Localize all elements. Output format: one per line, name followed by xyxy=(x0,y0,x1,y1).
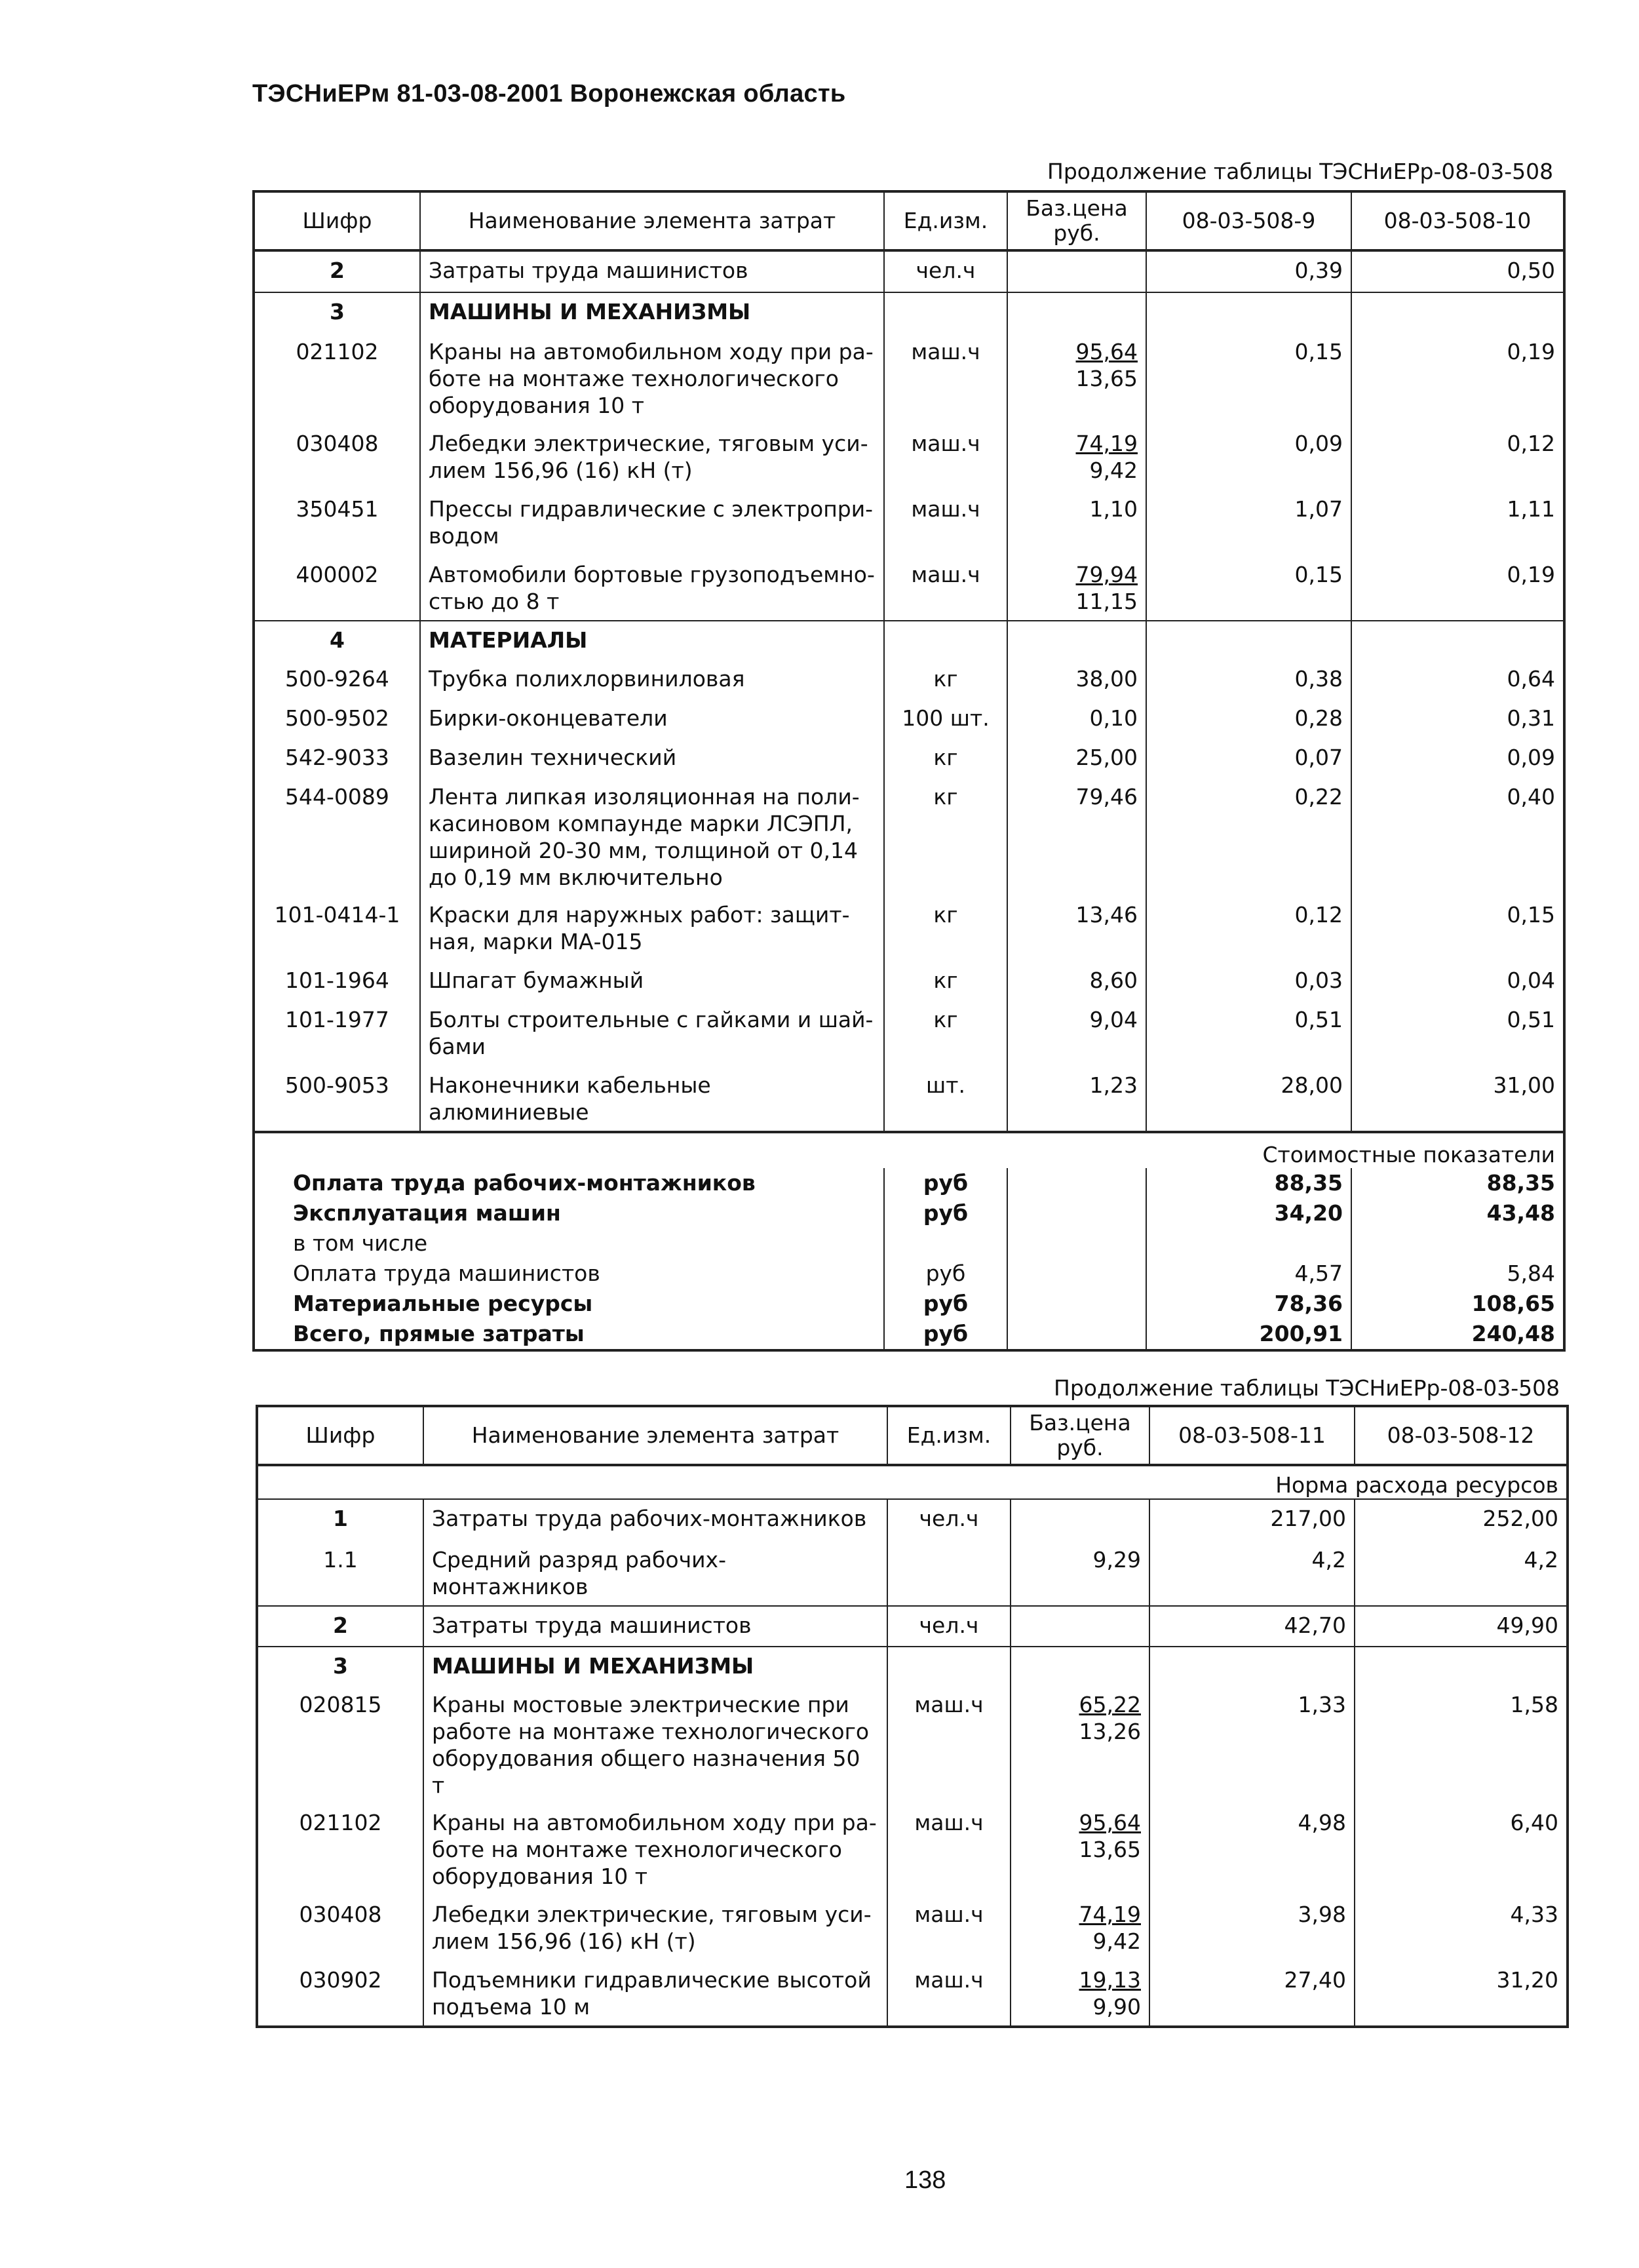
price-value: 79,94 xyxy=(1075,562,1138,587)
row-value-1: 4,98 xyxy=(1149,1804,1355,1896)
table2 xyxy=(256,1405,1569,2028)
price-value: 25,00 xyxy=(1075,745,1138,770)
price-salary: 13,65 xyxy=(1075,366,1138,391)
row-value-2: 0,12 xyxy=(1351,425,1564,490)
row-code: 500-9053 xyxy=(254,1066,420,1132)
column-header: Ед.изм. xyxy=(884,191,1007,250)
row-name: МАТЕРИАЛЫ xyxy=(420,621,884,660)
row-price xyxy=(1007,333,1146,425)
row-code: 3 xyxy=(257,1647,423,1686)
row-value-1: 0,39 xyxy=(1146,250,1351,292)
row-unit: 100 шт. xyxy=(884,699,1007,739)
table-row xyxy=(257,1499,1568,1541)
row-name: Средний разряд рабочих-монтажников xyxy=(423,1541,887,1606)
column-header: 08-03-508-9 xyxy=(1146,191,1351,250)
row-value-2: 49,90 xyxy=(1355,1606,1568,1647)
row-value-1: 42,70 xyxy=(1149,1606,1355,1647)
row-code: 2 xyxy=(257,1606,423,1647)
row-unit: кг xyxy=(884,778,1007,896)
column-header: Ед.изм. xyxy=(887,1406,1011,1465)
table-row xyxy=(257,1541,1568,1606)
row-unit: кг xyxy=(884,896,1007,962)
table-row xyxy=(257,1804,1568,1896)
row-price xyxy=(1007,1066,1146,1132)
price-salary: 9,42 xyxy=(1092,1928,1141,1954)
table1 xyxy=(252,190,1566,1352)
cost-value-2: 108,65 xyxy=(1351,1289,1564,1319)
row-value-1: 4,2 xyxy=(1149,1541,1355,1606)
row-unit: маш.ч xyxy=(884,490,1007,556)
table-row xyxy=(254,490,1564,556)
row-value-2 xyxy=(1351,621,1564,660)
table-row xyxy=(257,1961,1568,2027)
row-value-1: 3,98 xyxy=(1149,1896,1355,1961)
table-row xyxy=(254,333,1564,425)
column-header: Баз.цена руб. xyxy=(1007,191,1146,250)
cost-value-1: 200,91 xyxy=(1146,1319,1351,1350)
price-value: 0,10 xyxy=(1089,705,1138,731)
row-value-2: 0,31 xyxy=(1351,699,1564,739)
column-header: Шифр xyxy=(254,191,420,250)
row-price xyxy=(1011,1804,1149,1896)
price-value: 9,29 xyxy=(1092,1547,1141,1573)
row-name: Лента липкая изоляционная на поли- касиновом компаунде марки ЛСЭПЛ, шириной 20-30 мм, толщиной от 0,14 до 0,19 мм включительно xyxy=(420,778,884,896)
row-code: 030408 xyxy=(254,425,420,490)
row-value-1: 0,07 xyxy=(1146,739,1351,778)
row-unit: кг xyxy=(884,660,1007,699)
row-code: 500-9502 xyxy=(254,699,420,739)
cost-label: Оплата труда рабочих-монтажников xyxy=(293,1170,756,1196)
row-code: 021102 xyxy=(257,1804,423,1896)
row-unit: шт. xyxy=(884,1066,1007,1132)
row-price xyxy=(1007,425,1146,490)
table-row xyxy=(254,962,1564,1001)
price-salary: 13,26 xyxy=(1079,1719,1141,1744)
row-code: 020815 xyxy=(257,1686,423,1804)
row-value-2: 1,58 xyxy=(1355,1686,1568,1804)
table-row xyxy=(257,1686,1568,1804)
table-row xyxy=(254,425,1564,490)
table-row xyxy=(257,1647,1568,1686)
row-price xyxy=(1007,739,1146,778)
cost-unit: руб xyxy=(884,1198,1007,1228)
price-value: 95,64 xyxy=(1079,1810,1141,1835)
cost-value-1: 4,57 xyxy=(1146,1259,1351,1289)
row-price xyxy=(1011,1606,1149,1647)
cost-label: Материальные ресурсы xyxy=(293,1291,593,1316)
row-value-2: 31,00 xyxy=(1351,1066,1564,1132)
row-value-2 xyxy=(1355,1647,1568,1686)
row-value-1: 0,38 xyxy=(1146,660,1351,699)
row-value-2: 1,11 xyxy=(1351,490,1564,556)
row-code: 2 xyxy=(254,250,420,292)
row-value-2: 0,19 xyxy=(1351,556,1564,621)
page-number: 138 xyxy=(904,2166,946,2194)
row-unit: маш.ч xyxy=(884,425,1007,490)
row-price xyxy=(1007,896,1146,962)
cost-row xyxy=(254,1289,1564,1319)
row-unit: маш.ч xyxy=(887,1804,1011,1896)
row-unit: маш.ч xyxy=(884,556,1007,621)
norm-caption: Норма расхода ресурсов xyxy=(1275,1472,1558,1498)
row-value-2: 0,04 xyxy=(1351,962,1564,1001)
price-value: 19,13 xyxy=(1079,1967,1141,1993)
table-header-row xyxy=(257,1406,1568,1465)
cost-unit: руб xyxy=(884,1289,1007,1319)
row-value-1: 217,00 xyxy=(1149,1499,1355,1541)
row-unit: кг xyxy=(884,739,1007,778)
cost-value-2: 240,48 xyxy=(1351,1319,1564,1350)
table-row xyxy=(254,1066,1564,1132)
row-code: 350451 xyxy=(254,490,420,556)
row-price xyxy=(1011,1499,1149,1541)
row-value-2: 252,00 xyxy=(1355,1499,1568,1541)
row-price xyxy=(1007,778,1146,896)
table1-caption: Продолжение таблицы ТЭСНиЕРр-08-03-508 xyxy=(1047,159,1554,184)
row-name: Болты строительные с гайками и шай- бами xyxy=(420,1001,884,1066)
cost-empty xyxy=(1007,1259,1146,1289)
cost-label: Эксплуатация машин xyxy=(293,1200,561,1226)
row-code: 3 xyxy=(254,292,420,333)
row-value-1: 27,40 xyxy=(1149,1961,1355,2027)
row-value-1: 1,33 xyxy=(1149,1686,1355,1804)
column-header: 08-03-508-10 xyxy=(1351,191,1564,250)
price-value: 95,64 xyxy=(1075,339,1138,364)
row-value-1: 0,28 xyxy=(1146,699,1351,739)
cost-unit xyxy=(884,1228,1007,1259)
row-price xyxy=(1007,660,1146,699)
row-value-1: 28,00 xyxy=(1146,1066,1351,1132)
price-value: 65,22 xyxy=(1079,1692,1141,1717)
row-value-1: 0,12 xyxy=(1146,896,1351,962)
cost-value-2: 5,84 xyxy=(1351,1259,1564,1289)
row-value-1 xyxy=(1149,1647,1355,1686)
row-value-2: 31,20 xyxy=(1355,1961,1568,2027)
column-header: Наименование элемента затрат xyxy=(423,1406,887,1465)
row-value-2: 4,2 xyxy=(1355,1541,1568,1606)
cost-value-1: 34,20 xyxy=(1146,1198,1351,1228)
price-value: 74,19 xyxy=(1079,1902,1141,1927)
cost-unit: руб xyxy=(884,1319,1007,1350)
row-price xyxy=(1007,556,1146,621)
price-value: 9,04 xyxy=(1089,1007,1138,1032)
row-value-2: 0,09 xyxy=(1351,739,1564,778)
table2-caption: Продолжение таблицы ТЭСНиЕРр-08-03-508 xyxy=(1054,1375,1560,1401)
row-name: Затраты труда рабочих-монтажников xyxy=(423,1499,887,1541)
row-value-1: 0,15 xyxy=(1146,556,1351,621)
table-row xyxy=(254,778,1564,896)
row-unit xyxy=(884,292,1007,333)
table-row xyxy=(254,250,1564,292)
row-name: Шпагат бумажный xyxy=(420,962,884,1001)
row-value-2: 0,50 xyxy=(1351,250,1564,292)
row-price xyxy=(1007,1001,1146,1066)
cost-value-2: 88,35 xyxy=(1351,1168,1564,1198)
cost-unit: руб xyxy=(884,1168,1007,1198)
row-price xyxy=(1007,490,1146,556)
row-name: МАШИНЫ И МЕХАНИЗМЫ xyxy=(423,1647,887,1686)
cost-empty xyxy=(1007,1319,1146,1350)
row-price xyxy=(1007,962,1146,1001)
row-price xyxy=(1011,1896,1149,1961)
norm-caption-row xyxy=(257,1465,1568,1499)
price-salary: 9,90 xyxy=(1092,1994,1141,2020)
cost-value-2 xyxy=(1351,1228,1564,1259)
cost-row xyxy=(254,1198,1564,1228)
row-code: 101-0414-1 xyxy=(254,896,420,962)
price-salary: 11,15 xyxy=(1075,589,1138,614)
cost-empty xyxy=(1007,1289,1146,1319)
cost-row xyxy=(254,1228,1564,1259)
cost-empty xyxy=(1007,1168,1146,1198)
cost-caption: Стоимостные показатели xyxy=(254,1132,1564,1168)
row-value-2: 0,40 xyxy=(1351,778,1564,896)
row-price xyxy=(1011,1541,1149,1606)
row-unit: кг xyxy=(884,1001,1007,1066)
row-unit: маш.ч xyxy=(884,333,1007,425)
cost-unit: руб xyxy=(884,1259,1007,1289)
price-value: 79,46 xyxy=(1075,784,1138,810)
row-unit: маш.ч xyxy=(887,1961,1011,2027)
row-price xyxy=(1007,250,1146,292)
cost-label: в том числе xyxy=(293,1230,428,1256)
price-salary: 13,65 xyxy=(1079,1837,1141,1862)
row-code: 1 xyxy=(257,1499,423,1541)
row-unit xyxy=(884,621,1007,660)
row-code: 4 xyxy=(254,621,420,660)
row-price xyxy=(1011,1686,1149,1804)
row-value-2: 0,15 xyxy=(1351,896,1564,962)
column-header: Шифр xyxy=(257,1406,423,1465)
row-code: 030902 xyxy=(257,1961,423,2027)
row-unit xyxy=(887,1541,1011,1606)
row-unit: чел.ч xyxy=(887,1499,1011,1541)
row-value-2: 0,51 xyxy=(1351,1001,1564,1066)
row-value-2 xyxy=(1351,292,1564,333)
row-price xyxy=(1011,1647,1149,1686)
row-name: Краны мостовые электрические при работе на монтаже технологического оборудования общего назначения 50 т xyxy=(423,1686,887,1804)
row-code: 101-1964 xyxy=(254,962,420,1001)
row-value-1: 1,07 xyxy=(1146,490,1351,556)
table-row xyxy=(254,621,1564,660)
row-name: Краны на автомобильном ходу при ра- боте на монтаже технологического оборудования 10 т xyxy=(420,333,884,425)
row-name: Затраты труда машинистов xyxy=(423,1606,887,1647)
table-row xyxy=(254,896,1564,962)
column-header: Наименование элемента затрат xyxy=(420,191,884,250)
row-name: Краны на автомобильном ходу при ра- боте на монтаже технологического оборудования 10 т xyxy=(423,1804,887,1896)
table-row xyxy=(254,1001,1564,1066)
row-name: МАШИНЫ И МЕХАНИЗМЫ xyxy=(420,292,884,333)
row-name: Трубка полихлорвиниловая xyxy=(420,660,884,699)
row-price xyxy=(1007,699,1146,739)
row-name: Лебедки электрические, тяговым уси- лием 156,96 (16) кН (т) xyxy=(423,1896,887,1961)
row-value-1: 0,09 xyxy=(1146,425,1351,490)
cost-empty xyxy=(1007,1228,1146,1259)
row-value-1: 0,22 xyxy=(1146,778,1351,896)
row-price xyxy=(1007,292,1146,333)
column-header: 08-03-508-11 xyxy=(1149,1406,1355,1465)
row-unit: чел.ч xyxy=(884,250,1007,292)
row-code: 500-9264 xyxy=(254,660,420,699)
row-name: Лебедки электрические, тяговым уси- лием 156,96 (16) кН (т) xyxy=(420,425,884,490)
cost-caption-row xyxy=(254,1132,1564,1168)
row-name: Краски для наружных работ: защит- ная, марки МА-015 xyxy=(420,896,884,962)
column-header: 08-03-508-12 xyxy=(1355,1406,1568,1465)
row-value-1: 0,15 xyxy=(1146,333,1351,425)
row-value-2: 0,64 xyxy=(1351,660,1564,699)
row-value-2: 6,40 xyxy=(1355,1804,1568,1896)
table-header-row xyxy=(254,191,1564,250)
cost-empty xyxy=(1007,1198,1146,1228)
row-value-1: 0,03 xyxy=(1146,962,1351,1001)
price-value: 8,60 xyxy=(1089,968,1138,993)
cost-row xyxy=(254,1168,1564,1198)
row-code: 021102 xyxy=(254,333,420,425)
row-price xyxy=(1007,621,1146,660)
row-name: Подъемники гидравлические высотой подъема 10 м xyxy=(423,1961,887,2027)
row-unit: чел.ч xyxy=(887,1606,1011,1647)
row-value-1 xyxy=(1146,292,1351,333)
row-name: Вазелин технический xyxy=(420,739,884,778)
table-row xyxy=(254,660,1564,699)
row-value-2: 4,33 xyxy=(1355,1896,1568,1961)
price-value: 74,19 xyxy=(1075,431,1138,456)
row-unit: кг xyxy=(884,962,1007,1001)
row-code: 030408 xyxy=(257,1896,423,1961)
cost-value-1: 78,36 xyxy=(1146,1289,1351,1319)
row-value-1: 0,51 xyxy=(1146,1001,1351,1066)
cost-value-2: 43,48 xyxy=(1351,1198,1564,1228)
table-row xyxy=(257,1896,1568,1961)
table-row xyxy=(254,699,1564,739)
row-code: 544-0089 xyxy=(254,778,420,896)
row-name: Бирки-оконцеватели xyxy=(420,699,884,739)
cost-value-1 xyxy=(1146,1228,1351,1259)
page-header: ТЭСНиЕРм 81-03-08-2001 Воронежская область xyxy=(252,80,846,108)
row-name: Автомобили бортовые грузоподъемно- стью до 8 т xyxy=(420,556,884,621)
row-name: Затраты труда машинистов xyxy=(420,250,884,292)
cost-value-1: 88,35 xyxy=(1146,1168,1351,1198)
table-row xyxy=(254,292,1564,333)
row-code: 101-1977 xyxy=(254,1001,420,1066)
price-value: 13,46 xyxy=(1075,902,1138,928)
cost-row xyxy=(254,1319,1564,1350)
cost-label: Всего, прямые затраты xyxy=(293,1321,585,1346)
table-row xyxy=(254,556,1564,621)
row-price xyxy=(1011,1961,1149,2027)
price-salary: 9,42 xyxy=(1089,458,1138,483)
row-code: 1.1 xyxy=(257,1541,423,1606)
table-row xyxy=(254,739,1564,778)
price-value: 38,00 xyxy=(1075,666,1138,692)
cost-label: Оплата труда машинистов xyxy=(293,1261,600,1286)
row-value-2: 0,19 xyxy=(1351,333,1564,425)
table-row xyxy=(257,1606,1568,1647)
row-unit xyxy=(887,1647,1011,1686)
cost-row xyxy=(254,1259,1564,1289)
column-header: Баз.цена руб. xyxy=(1011,1406,1149,1465)
price-value: 1,23 xyxy=(1089,1072,1138,1098)
row-code: 542-9033 xyxy=(254,739,420,778)
row-value-1 xyxy=(1146,621,1351,660)
row-name: Наконечники кабельные алюминиевые xyxy=(420,1066,884,1132)
row-unit: маш.ч xyxy=(887,1896,1011,1961)
row-name: Прессы гидравлические с электропри- водом xyxy=(420,490,884,556)
row-code: 400002 xyxy=(254,556,420,621)
price-value: 1,10 xyxy=(1089,496,1138,522)
row-unit: маш.ч xyxy=(887,1686,1011,1804)
